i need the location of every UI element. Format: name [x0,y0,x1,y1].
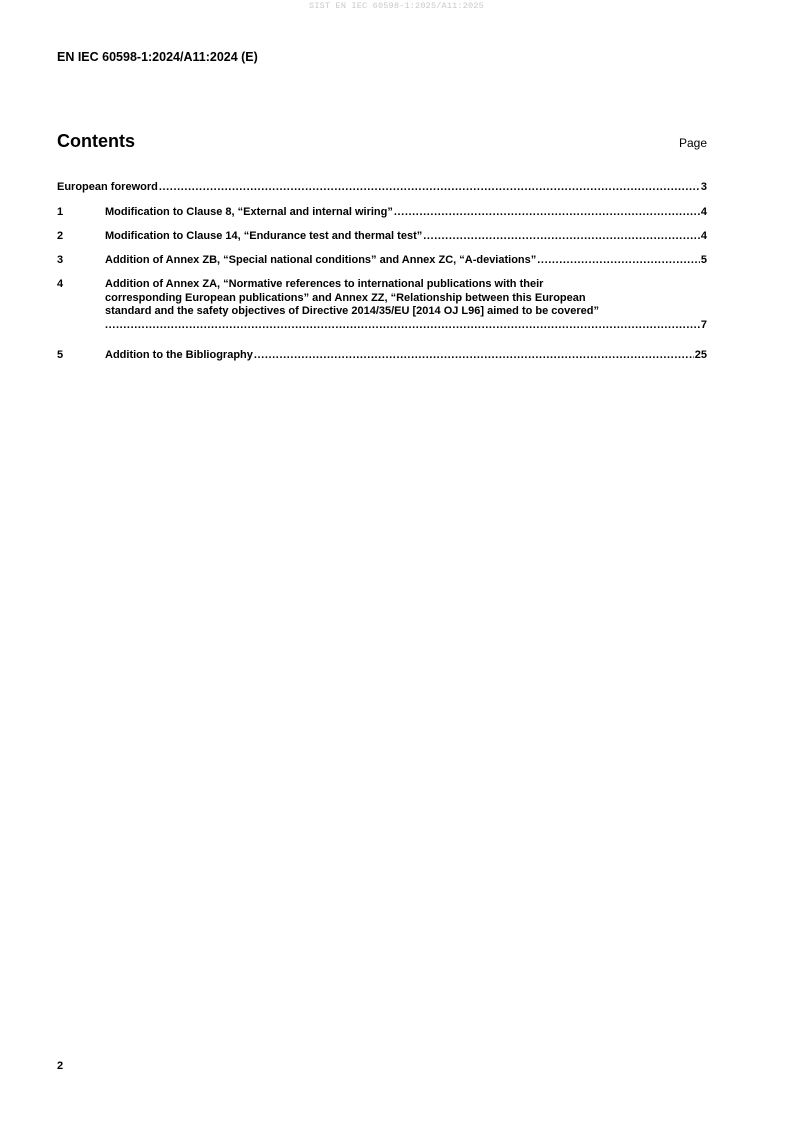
toc-entry-number: 4 [57,278,64,290]
toc-leader-dots [537,254,700,268]
toc-entry-title: European foreword [57,181,158,193]
toc-entry-title: Modification to Clause 14, “Endurance test and thermal test” [105,230,423,242]
toc-leader-dots [394,206,700,220]
contents-title: Contents [57,131,135,151]
toc-entry-page: 5 [700,254,707,266]
toc-entry-title: Addition to the Bibliography [105,349,253,361]
toc-entry-4[interactable] [57,278,707,344]
toc-entry-title-line-3: standard and the safety objectives of Directive 2014/35/EU [2014 OJ L96] aimed to be covered” [105,305,599,317]
page-number: 2 [57,1060,64,1072]
toc-entry-number: 5 [57,349,64,361]
contents-header [57,131,707,155]
toc-entry-number: 2 [57,230,64,242]
toc-entry-page: 7 [700,318,707,331]
toc-entry-title-line-1: Addition of Annex ZA, “Normative references to international publications with their [105,278,544,290]
toc-entry-title: Modification to Clause 8, “External and internal wiring” [105,206,393,218]
toc-leader-dots [159,181,700,195]
toc-leader-dots [105,319,700,333]
toc-leader-dots [254,349,694,363]
toc-entry-number: 1 [57,206,64,218]
page-column-label: Page [678,136,707,150]
document-identifier: EN IEC 60598-1:2024/A11:2024 (E) [57,50,258,64]
toc-leader-dots [423,230,700,244]
toc-entry-title: Addition of Annex ZB, “Special national conditions” and Annex ZC, “A-deviations” [105,254,537,266]
toc-entry-page: 4 [700,230,707,242]
toc-entry-number: 3 [57,254,64,266]
toc-entry-title-line-2: corresponding European publications” and Annex ZZ, “Relationship between this European [105,291,586,304]
watermark: SIST EN IEC 60598-1:2025/A11:2025 [309,1,484,11]
toc-entry-page: 3 [700,181,707,193]
toc-entry-page: 25 [694,349,707,361]
toc-entry-page: 4 [700,206,707,218]
